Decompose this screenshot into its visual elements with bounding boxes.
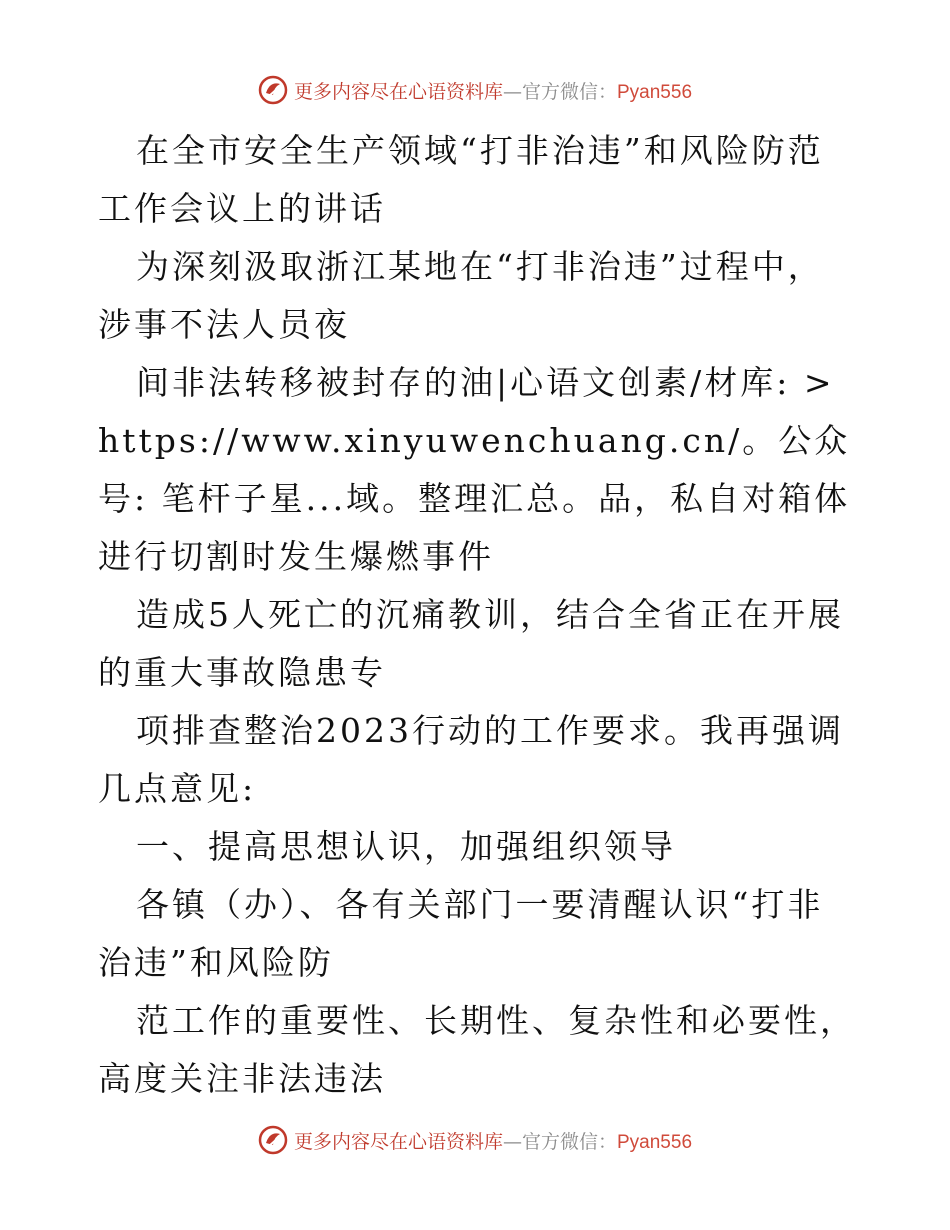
paragraph: 为深刻汲取浙江某地在“打非治违”过程中，涉事不法人员夜 xyxy=(98,247,824,344)
header-handle: Pyan556 xyxy=(617,81,693,103)
footer-banner-text xyxy=(294,1127,692,1154)
footer-official-label: 官方微信： xyxy=(521,1130,617,1153)
header-brand: 更多内容尽在心语资料库 xyxy=(293,80,503,103)
document-body xyxy=(98,122,858,1108)
section-heading: 一、提高思想认识，加强组织领导 xyxy=(136,827,676,866)
brand-logo-icon xyxy=(258,75,288,105)
paragraph: 各镇（办）、各有关部门一要清醒认识“打非治违”和风险防 xyxy=(98,885,824,982)
brand-logo-icon xyxy=(258,1125,288,1155)
footer-dash: — xyxy=(502,1130,522,1153)
paragraph: 间非法转移被封存的油|心语文创素/材库: >https://www.xinyuwenchuang.cn/。公众号: 笔杆子星...域。整理汇总。品，私自对箱体进行切割时发生爆燃事件 xyxy=(98,363,851,576)
paragraph: 范工作的重要性、长期性、复杂性和必要性，高度关注非法违法 xyxy=(98,1001,856,1098)
footer-handle: Pyan556 xyxy=(617,1131,693,1153)
header-banner-text xyxy=(294,77,692,104)
paragraph: 造成5人死亡的沉痛教训，结合全省正在开展的重大事故隐患专 xyxy=(98,595,844,692)
footer-brand: 更多内容尽在心语资料库 xyxy=(293,1130,503,1153)
header-watermark-banner xyxy=(0,70,950,110)
header-official-label: 官方微信： xyxy=(521,80,617,103)
footer-watermark-banner xyxy=(0,1120,950,1160)
paragraph-title: 在全市安全生产领域“打非治违”和风险防范工作会议上的讲话 xyxy=(98,131,824,228)
header-dash: — xyxy=(502,80,522,103)
paragraph: 项排查整治2023行动的工作要求。我再强调几点意见: xyxy=(98,711,844,808)
